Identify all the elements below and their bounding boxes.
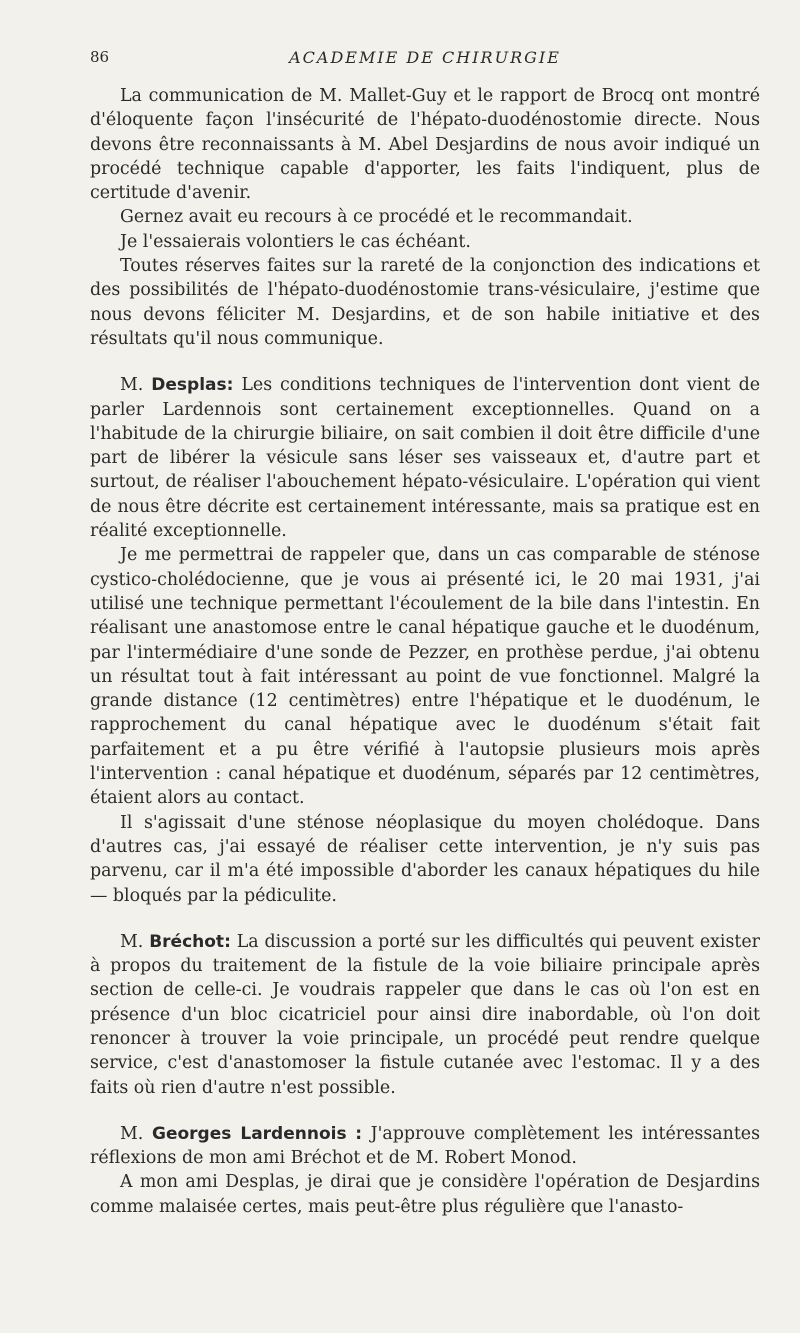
honorific: M. — [120, 375, 144, 396]
speaker-name: Desplas — [151, 375, 227, 396]
paragraph — [90, 543, 760, 810]
body-text — [90, 84, 760, 1219]
paragraph-brechot — [90, 930, 760, 1100]
speaker-colon: : — [224, 931, 231, 952]
paragraph — [90, 230, 760, 254]
honorific: M. — [120, 931, 144, 952]
paragraph-text: Je l'essaierais volontiers le cas échéant. — [120, 231, 471, 252]
paragraph-text: J'approuve complètement les intéressantes réflexions de mon ami Bréchot et de M. Robert Monod. — [90, 1123, 761, 1169]
paragraph — [90, 1170, 760, 1219]
speaker-colon: : — [226, 375, 234, 396]
page-header — [90, 48, 760, 70]
paragraph-text: La discussion a porté sur les difficultés qui peuvent exister à propos du traitement de la fistule de la voie biliaire principale après section de celle-ci. Je voudrais rappeler que dans le cas où l'on est en présence d'un bloc cicatriciel pour ainsi dire inabordable, où l'on doit renoncer à trouver la voie principale, un procédé peut rendre quelque service, c'est d'anastomoser la fistule cutanée avec l'estomac. Il y a des faits où rien d'autre n'est possible. — [90, 931, 760, 1098]
speaker-colon: : — [355, 1123, 363, 1144]
paragraph — [90, 254, 760, 351]
paragraph-text: Gernez avait eu recours à ce procédé et le recommandait. — [120, 207, 633, 228]
paragraph-text: Il s'agissait d'une sténose néoplasique du moyen cholédoque. Dans d'autres cas, j'ai essayé de réaliser cette intervention, je n'y suis pas parvenu, car il m'a été impossible d'aborder les canaux hépatiques du hile — bloqués par la pédiculite. — [90, 812, 760, 906]
paragraph-text: Toutes réserves faites sur la rareté de la conjonction des indications et des possibilités de l'hépato-duodénostomie trans-vésiculaire, j'estime que nous devons féliciter M. Desjardins, et de son habile initiative et des résultats qu'il nous communique. — [90, 256, 760, 349]
paragraph — [90, 811, 760, 908]
running-title: ACADEMIE DE CHIRURGIE — [289, 48, 561, 67]
honorific: M. — [120, 1123, 144, 1144]
paragraph — [90, 84, 760, 205]
paragraph-text: La communication de M. Mallet-Guy et le rapport de Brocq ont montré d'éloquente façon l'insécurité de l'hépato-duodénostomie directe. Nous devons être reconnaissants à M. Abel Desjardins de nous avoir indiqué un procédé technique capable d'apporter, les faits l'indiquent, plus de certitude d'avenir. — [90, 86, 760, 204]
page-number: 86 — [90, 48, 110, 66]
paragraph-text: Je me permettrai de rappeler que, dans un cas comparable de sténose cystico-cholédocienne, que je vous ai présenté ici, le 20 mai 1931, j'ai utilisé une technique permettant l'écoulement de la bile dans l'intestin. En réalisant une anastomose entre le canal hépatique gauche et le duodénum, par l'intermédiaire d'une sonde de Pezzer, en prothèse perdue, j'ai obtenu un résultat tout à fait intéressant au point de vue fonctionnel. Malgré la grande distance (12 centimètres) entre l'hépatique et le duodénum, le rapprochement du canal hépatique avec le duodénum s'était fait parfaitement et a pu être vérifié à l'autopsie plusieurs mois après l'intervention : canal hépatique et duodénum, séparés par 12 centimètres, étaient alors au contact. — [90, 545, 760, 809]
paragraph-lardennois — [90, 1122, 760, 1171]
paragraph-text: Les conditions techniques de l'intervention dont vient de parler Lardennois sont certainement exceptionnelles. Quand on a l'habitude de la chirurgie biliaire, on sait combien il doit être difficile d'une part de libérer la vésicule sans léser ses vaisseaux et, d'autre part et surtout, de réaliser l'abouchement hépato-vésiculaire. L'opération qui vient de nous être décrite est certainement intéressante, mais sa pratique est en réalité exceptionnelle. — [90, 375, 761, 542]
speaker-name: Bréchot — [149, 931, 225, 952]
paragraph — [90, 205, 760, 229]
speaker-name: Georges Lardennois — [151, 1123, 347, 1144]
paragraph-text: A mon ami Desplas, je dirai que je considère l'opération de Desjardins comme malaisée certes, mais peut-être plus régulière que l'anasto- — [90, 1172, 760, 1217]
paragraph-desplas — [90, 373, 760, 543]
